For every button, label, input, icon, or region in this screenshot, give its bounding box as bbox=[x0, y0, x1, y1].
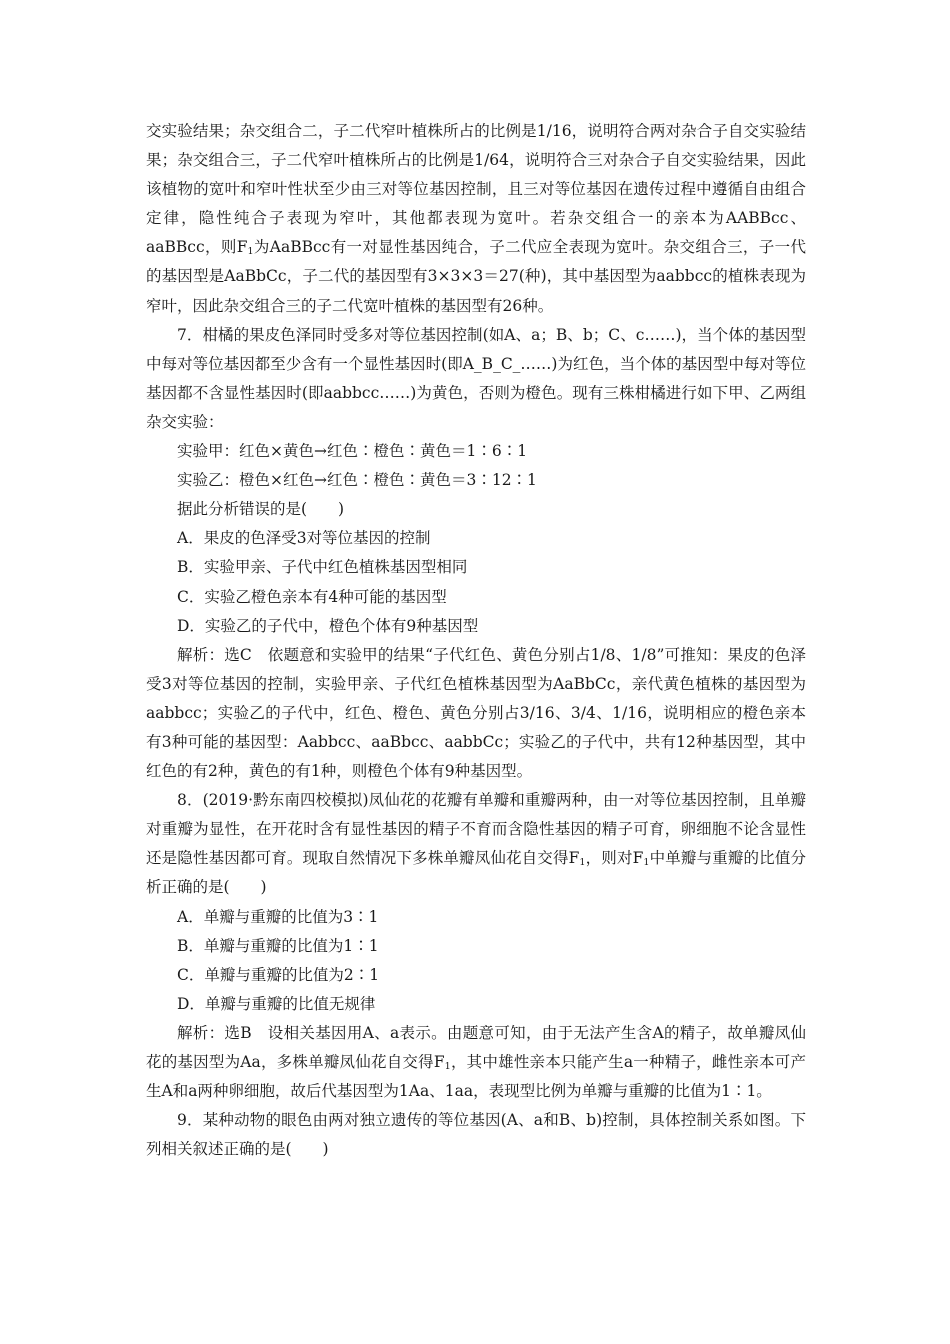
analysis-text: 为AaBBcc有一对显性基因纯合，子二代应全表现为宽叶。杂交组合三，子一代的基因型是AaBbCc，子二代的基因型有3×3×3＝27(种)，其中基因型为aabbcc的植株表现为窄叶，因此杂交组合三的子二代宽叶植株的基因型有26种。 bbox=[146, 238, 806, 315]
question-8-option-d: D．单瓣与重瓣的比值无规律 bbox=[177, 994, 376, 1013]
question-8-option-c: C．单瓣与重瓣的比值为2∶1 bbox=[177, 965, 380, 984]
question-8-analysis bbox=[146, 1019, 806, 1106]
question-7-analysis: 解析：选C 依题意和实验甲的结果“子代红色、黄色分别占1/8、1/8”可推知：果皮的色泽受3对等位基因的控制，实验甲亲、子代红色植株基因型为AaBbCc，亲代黄色植株的基因型为aabbcc；实验乙的子代中，红色、橙色、黄色分别占3/16、3/4、1/16，说明相应的橙色亲本有3种可能的基因型：Aabbcc、aaBbcc、aabbCc；实验乙的子代中，共有12种基因型，其中红色的有2种，黄色的有1种，则橙色个体有9种基因型。 bbox=[146, 645, 806, 781]
question-7-ask: 据此分析错误的是( ) bbox=[177, 500, 345, 519]
question-text: 8．(2019·黔东南四校模拟)凤仙花的花瓣有单瓣和重瓣两种，由一对等位基因控制，且单瓣对重瓣为显性，在开花时含有显性基因的精子不育而含隐性基因的精子可育，卵细胞不论含显性还是隐性基因都可育。现取自然情况下多株单瓣凤仙花自交得F bbox=[146, 791, 806, 868]
question-text: ，则对F bbox=[585, 849, 644, 868]
question-7-option-a: A．果皮的色泽受3对等位基因的控制 bbox=[177, 529, 431, 548]
question-text: 中单瓣与重瓣的比值分析正确的是( ) bbox=[146, 849, 806, 897]
question-8-option-a: A．单瓣与重瓣的比值为3∶1 bbox=[177, 907, 379, 926]
question-7-option-d: D．实验乙的子代中，橙色个体有9种基因型 bbox=[177, 616, 479, 635]
question-8-stem bbox=[146, 786, 806, 902]
experiment-a: 实验甲：红色×黄色→红色∶橙色∶黄色＝1∶6∶1 bbox=[177, 442, 528, 461]
subscript: 1 bbox=[247, 246, 254, 258]
experiment-b: 实验乙：橙色×红色→红色∶橙色∶黄色＝3∶12∶1 bbox=[177, 471, 537, 490]
question-7-stem: 7．柑橘的果皮色泽同时受多对等位基因控制(如A、a；B、b；C、c……)，当个体的基因型中每对等位基因都至少含有一个显性基因时(即A_B_C_……)为红色，当个体的基因型中每对等位基因都不含显性基因时(即aabbcc……)为黄色，否则为橙色。现有三株柑橘进行如下甲、乙两组杂交实验： bbox=[146, 325, 806, 431]
subscript: 1 bbox=[643, 857, 650, 869]
analysis-continuation bbox=[146, 117, 806, 321]
question-8-option-b: B．单瓣与重瓣的比值为1∶1 bbox=[177, 936, 379, 955]
question-9-stem: 9．某种动物的眼色由两对独立遗传的等位基因(A、a和B、b)控制，具体控制关系如图。下列相关叙述正确的是( ) bbox=[146, 1111, 806, 1159]
subscript: 1 bbox=[444, 1060, 451, 1072]
question-7-option-b: B．实验甲亲、子代中红色植株基因型相同 bbox=[177, 558, 468, 577]
text-column bbox=[146, 117, 806, 1164]
analysis-text: ，其中雄性亲本只能产生a一种精子，雌性亲本可产生A和a两种卵细胞，故后代基因型为1Aa、1aa，表现型比例为单瓣与重瓣的比值为1∶1。 bbox=[146, 1053, 806, 1101]
question-7-option-c: C．实验乙橙色亲本有4种可能的基因型 bbox=[177, 587, 447, 606]
subscript: 1 bbox=[579, 857, 586, 869]
analysis-text: 解析：选B 设相关基因用A、a表示。由题意可知，由于无法产生含A的精子，故单瓣凤仙花的基因型为Aa，多株单瓣凤仙花自交得F bbox=[146, 1023, 806, 1071]
analysis-text: 交实验结果；杂交组合二，子二代窄叶植株所占的比例是1/16，说明符合两对杂合子自交实验结果；杂交组合三，子二代窄叶植株所占的比例是1/64，说明符合三对杂合子自交实验结果，因此该植物的宽叶和窄叶性状至少由三对等位基因控制，且三对等位基因在遗传过程中遵循自由组合定律，隐性纯合子表现为窄叶，其他都表现为宽叶。若杂交组合一的亲本为AABBcc、aaBBcc，则F bbox=[146, 122, 806, 257]
